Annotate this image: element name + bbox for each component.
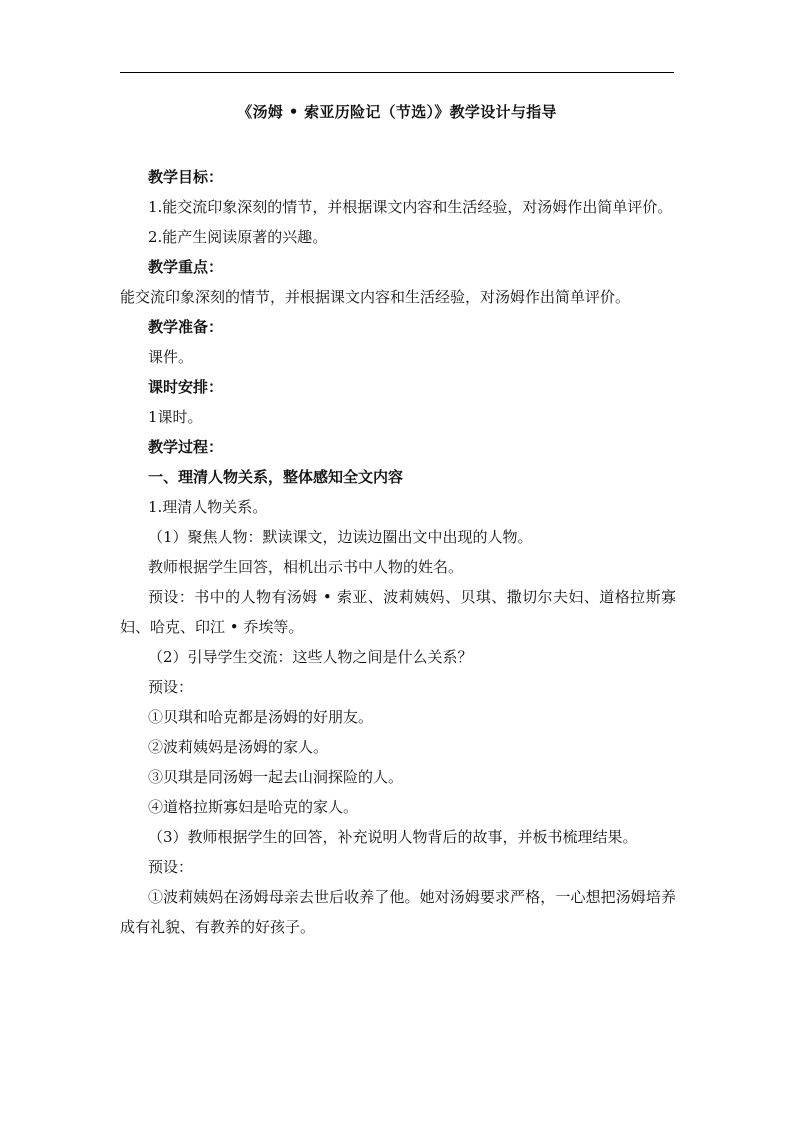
section-heading: 教学重点： <box>148 258 224 276</box>
section-heading: 教学目标： <box>148 168 224 186</box>
section-heading: 课时安排： <box>148 378 224 396</box>
body-paragraph: ②波莉姨妈是汤姆的家人。 <box>148 738 329 756</box>
body-paragraph: 课件。 <box>148 348 194 366</box>
body-paragraph: 预设： <box>148 858 194 876</box>
body-paragraph: （3）教师根据学生的回答，补充说明人物背后的故事，并板书梳理结果。 <box>148 828 638 846</box>
section-heading: 教学过程： <box>148 438 224 456</box>
body-paragraph: 2.能产生阅读原著的兴趣。 <box>148 228 328 246</box>
body-paragraph: 教师根据学生回答，相机出示书中人物的姓名。 <box>148 558 464 576</box>
body-paragraph: ①贝琪和哈克都是汤姆的好朋友。 <box>148 708 374 726</box>
body-paragraph: （2）引导学生交流：这些人物之间是什么关系？ <box>148 648 473 666</box>
body-paragraph: ③贝琪是同汤姆一起去山洞探险的人。 <box>148 768 404 786</box>
body-paragraph: （1）聚焦人物：默读课文，边读边圈出文中出现的人物。 <box>148 528 533 546</box>
body-paragraph: 能交流印象深刻的情节，并根据课文内容和生活经验，对汤姆作出简单评价。 <box>120 288 631 306</box>
body-paragraph: 预设：书中的人物有汤姆 • 索亚、波莉姨妈、贝琪、撒切尔夫妇、道格拉斯寡妇、哈克、印江 • 乔埃等。 <box>120 588 676 636</box>
body-paragraph: ①波莉姨妈在汤姆母亲去世后收养了他。她对汤姆要求严格，一心想把汤姆培养成有礼貌、有教养的好孩子。 <box>120 888 676 936</box>
body-paragraph: 1课时。 <box>148 408 203 426</box>
body-paragraph: 预设： <box>148 678 194 696</box>
body-paragraph: 1.能交流印象深刻的情节，并根据课文内容和生活经验，对汤姆作出简单评价。 <box>148 198 673 216</box>
document-body <box>120 162 676 942</box>
document-title: 《汤姆 • 索亚历险记（节选）》教学设计与指导 <box>237 103 557 121</box>
body-paragraph: 1.理清人物关系。 <box>148 498 268 516</box>
header-rule <box>120 72 674 73</box>
section-heading: 教学准备： <box>148 318 224 336</box>
body-paragraph: ④道格拉斯寡妇是哈克的家人。 <box>148 798 359 816</box>
section-heading: 一、理清人物关系，整体感知全文内容 <box>148 468 404 486</box>
